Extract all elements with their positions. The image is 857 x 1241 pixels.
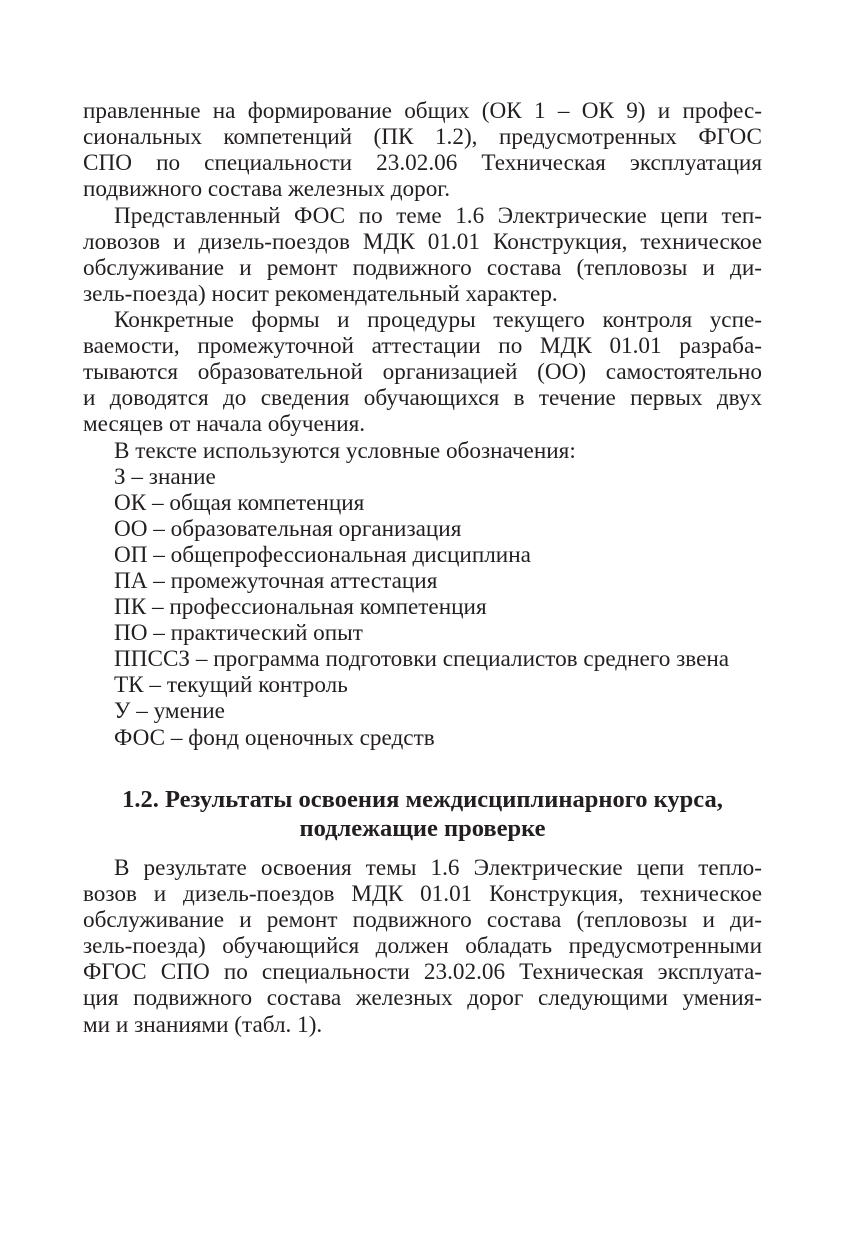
heading-line: подлежащие проверке — [299, 815, 546, 842]
abbreviation-item: ПА – промежуточная аттестация — [114, 567, 438, 594]
paragraph-fos-description — [83, 203, 762, 307]
abbreviation-item: ППССЗ – программа подготовки специалистов среднего звена — [114, 646, 730, 673]
abbreviation-item: ФОС – фонд оценочных средств — [114, 724, 435, 751]
text-line: зель-поезда) носит рекомендательный характер. — [83, 280, 558, 307]
text-line: ловозов и дизель-поездов МДК 01.01 Конструкция, техническое — [83, 228, 762, 255]
paragraph-control-forms — [83, 307, 762, 437]
text-line: возов и дизель-поездов МДК 01.01 Конструкция, техническое — [83, 881, 762, 908]
text-line: и доводятся до сведения обучающихся в течение первых двух — [83, 385, 762, 412]
text-line: ваемости, промежуточной аттестации по МДК 01.01 разраба- — [83, 333, 762, 360]
abbreviations-intro: В тексте используются условные обозначения: — [114, 437, 576, 464]
paragraph-results — [83, 855, 762, 1038]
text-line: В результате освоения темы 1.6 Электрические цепи тепло- — [114, 855, 762, 881]
section-heading — [83, 785, 762, 843]
text-line: обслуживание и ремонт подвижного состава (тепловозы и ди- — [83, 907, 762, 934]
abbreviation-item: У – умение — [114, 698, 225, 725]
text-line: тываются образовательной организацией (ОО) самостоятельно — [83, 359, 762, 386]
abbreviation-item: ОП – общепрофессиональная дисциплина — [114, 541, 531, 568]
text-line: Представленный ФОС по теме 1.6 Электрические цепи теп- — [114, 202, 762, 229]
text-line: обслуживание и ремонт подвижного состава (тепловозы и ди- — [83, 254, 762, 281]
text-line: ция подвижного состава железных дорог следующими умения- — [83, 985, 762, 1012]
text-line: ми и знаниями (табл. 1). — [83, 1011, 323, 1038]
text-line: Конкретные формы и процедуры текущего контроля успе- — [114, 307, 762, 333]
text-line: ФГОС СПО по специальности 23.02.06 Техническая эксплуата- — [83, 959, 762, 986]
text-line: подвижного состава железных дорог. — [83, 176, 450, 203]
abbreviation-item: ОК – общая компетенция — [114, 489, 365, 516]
abbreviation-item: ПК – профессиональная компетенция — [114, 594, 487, 621]
paragraph-intro-continuation — [83, 98, 762, 202]
abbreviations-list — [83, 438, 762, 751]
abbreviation-item: ОО – образовательная организация — [114, 515, 462, 542]
text-line: месяцев от начала обучения. — [83, 411, 366, 438]
abbreviation-item: З – знание — [114, 463, 216, 490]
abbreviation-item: ТК – текущий контроль — [114, 672, 348, 699]
text-line: зель-поезда) обучающийся должен обладать предусмотренными — [83, 933, 762, 960]
abbreviation-item: ПО – практический опыт — [114, 620, 363, 647]
heading-line: 1.2. Результаты освоения междисциплинарного курса, — [122, 786, 723, 813]
text-line: сиональных компетенций (ПК 1.2), предусмотренных ФГОС — [83, 124, 762, 151]
text-line: правленные на формирование общих (ОК 1 – ОК 9) и профес- — [83, 98, 762, 124]
text-line: СПО по специальности 23.02.06 Техническая эксплуатация — [83, 150, 762, 177]
